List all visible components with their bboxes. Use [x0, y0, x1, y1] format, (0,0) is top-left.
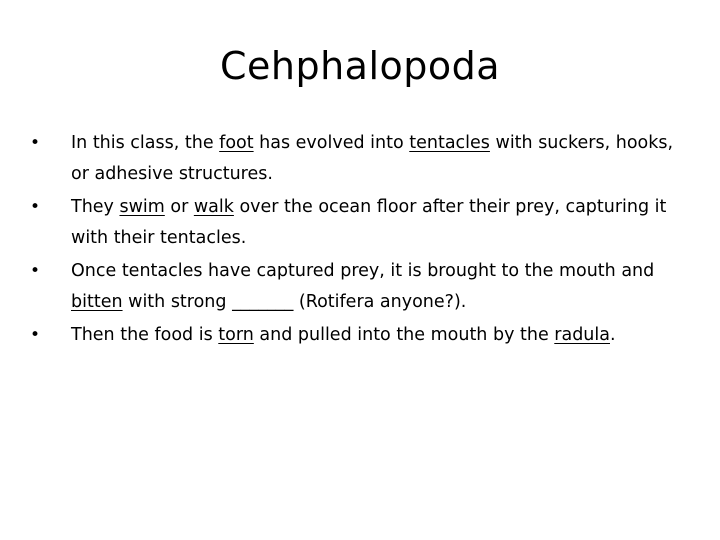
bullet-text-segment: with suckers, hooks, or adhesive structures. — [71, 133, 674, 184]
bullet-text-segment: with strong _______ (Rotifera anyone?). — [122, 292, 467, 312]
underlined-term-torn: torn — [218, 325, 254, 345]
underlined-term-swim: swim — [119, 197, 165, 217]
underlined-term-bitten: bitten — [71, 292, 123, 312]
underlined-term-radula: radula — [554, 325, 610, 345]
bullet-item — [30, 192, 690, 254]
bullet-list — [30, 128, 690, 351]
slide-title: Cehphalopoda — [219, 44, 501, 88]
bullet-text-segment: and pulled into the mouth by the — [253, 325, 555, 345]
bullet-text-segment: They — [71, 197, 120, 217]
underlined-term-foot: foot — [219, 133, 254, 153]
underlined-term-tentacles: tentacles — [409, 133, 490, 153]
bullet-text-segment: Then the food is — [71, 325, 219, 345]
bullet-item — [30, 128, 690, 190]
bullet-text-segment: In this class, the — [71, 133, 220, 153]
bullet-text-segment: has evolved into — [253, 133, 410, 153]
bullet-dot-icon: • — [30, 261, 41, 281]
bullet-text-segment: over the ocean floor after their prey, capturing it with their tentacles. — [71, 197, 667, 248]
bullet-text-segment: . — [610, 325, 616, 345]
bullet-dot-icon: • — [30, 133, 41, 153]
underlined-term-walk: walk — [193, 197, 234, 217]
bullet-item — [30, 320, 690, 351]
bullet-text-segment: or — [164, 197, 194, 217]
bullet-dot-icon: • — [30, 325, 41, 345]
bullet-item — [30, 256, 690, 318]
bullet-text-segment: Once tentacles have captured prey, it is brought to the mouth and — [71, 261, 655, 281]
bullet-dot-icon: • — [30, 197, 41, 217]
